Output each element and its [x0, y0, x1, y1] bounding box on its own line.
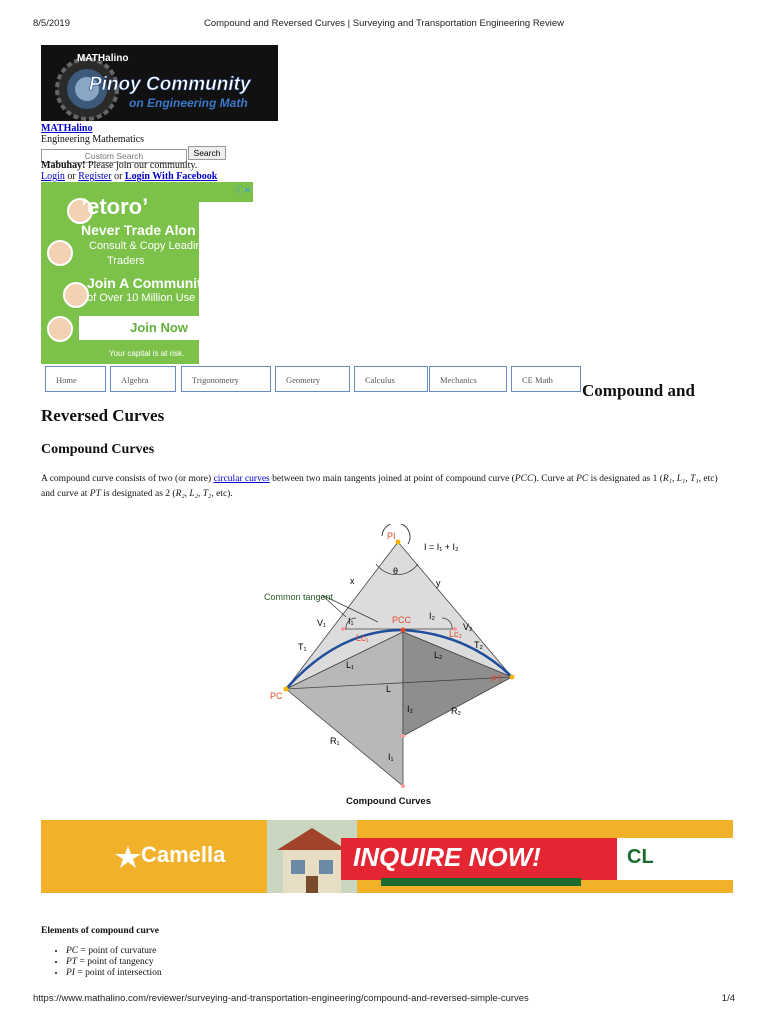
search-button[interactable]: Search — [188, 146, 226, 160]
label-x: x — [350, 576, 355, 586]
nav-home[interactable]: Home — [45, 366, 106, 392]
site-name-link[interactable]: MATHalino — [41, 123, 93, 134]
label-i2-center: I₂ — [407, 704, 413, 714]
print-page-number: 1/4 — [721, 993, 735, 1004]
pcc-point — [401, 628, 406, 633]
label-r1: R₁ — [330, 736, 340, 746]
intro-symbol: R₁, L₁, T₁ — [662, 474, 699, 484]
elements-title: Elements of compound curve — [41, 926, 159, 936]
element-symbol: PI — [66, 968, 75, 978]
avatar-icon — [63, 282, 89, 308]
banner-advertisement[interactable] — [41, 820, 733, 893]
section-title: Compound Curves — [41, 442, 155, 457]
intro-text: between two main tangents joined at point of compound curve ( — [269, 474, 515, 484]
intro-symbol: PC — [576, 474, 589, 484]
label-pc: PC — [270, 691, 283, 701]
label-i1: I₁ — [348, 616, 354, 626]
print-url: https://www.mathalino.com/reviewer/surveying-and-transportation-engineering/compound-and-reversed-simple-curves — [33, 993, 529, 1004]
auth-links — [41, 171, 217, 182]
ad-brand-logo: ’etoro’ — [81, 194, 149, 219]
avatar-icon — [47, 316, 73, 342]
facebook-login-link[interactable]: Login With Facebook — [124, 171, 218, 182]
banner-brand: Camella — [141, 842, 226, 867]
intro-text: , etc). — [211, 489, 233, 499]
list-item — [66, 946, 162, 957]
label-pt: PT — [491, 674, 503, 684]
elements-list — [54, 946, 162, 979]
welcome-text: Please join our community. — [85, 160, 198, 171]
intro-symbol: PCC — [514, 474, 534, 484]
element-symbol: PC — [66, 946, 79, 956]
intro-paragraph — [41, 472, 731, 502]
center-2-point — [401, 734, 405, 738]
element-description: = point of curvature — [78, 946, 157, 956]
label-t1: T₁ — [298, 642, 307, 652]
v1-point — [341, 627, 345, 631]
nav-ce-math[interactable]: CE Math — [511, 366, 581, 392]
label-i1-center: I₁ — [388, 752, 394, 762]
center-1-point — [401, 784, 405, 788]
label-i2: I₂ — [429, 611, 435, 621]
ad-join-button[interactable]: Join Now — [79, 316, 239, 340]
label-l: L — [386, 684, 392, 694]
label-r2: R₂ — [451, 706, 461, 716]
avatar-icon — [47, 240, 73, 266]
print-date: 8/5/2019 — [33, 18, 70, 29]
banner-contact-strip — [381, 878, 581, 886]
login-link[interactable]: Login — [41, 171, 65, 182]
element-description: = point of intersection — [74, 968, 162, 978]
nav-algebra[interactable]: Algebra — [110, 366, 176, 392]
ad-text-2: Consult & Copy Leadin — [89, 240, 202, 252]
element-symbol: PT — [66, 957, 78, 967]
ad-headline-2: Join A Communit — [87, 275, 202, 291]
ad-risk-disclaimer: Your capital is at risk. — [109, 349, 185, 358]
label-lc1: Lc₁ — [356, 633, 369, 643]
camella-leaf-icon — [115, 846, 141, 868]
label-pi: PI — [387, 531, 396, 541]
nav-geometry[interactable]: Geometry — [275, 366, 350, 392]
page-title-part-2: Reversed Curves — [41, 406, 165, 425]
list-item — [66, 968, 162, 979]
pi-point — [396, 540, 401, 545]
label-l2: L₂ — [434, 650, 443, 660]
label-y: y — [436, 578, 441, 588]
label-pcc: PCC — [392, 615, 412, 625]
label-theta: θ — [393, 566, 399, 576]
welcome-message — [41, 160, 197, 171]
register-link[interactable]: Register — [78, 171, 112, 182]
nav-trigonometry[interactable]: Trigonometry — [181, 366, 271, 392]
auth-or-2: or — [111, 171, 125, 182]
ad-headline-1: Never Trade Alon — [81, 222, 196, 238]
intro-symbol: PT — [89, 489, 101, 499]
intro-text: is designated as 1 ( — [588, 474, 663, 484]
label-formula: I = I₁ + I₂ — [424, 542, 459, 552]
pt-point — [510, 675, 515, 680]
label-v1: V₁ — [317, 618, 327, 628]
intro-text: is designated as 2 ( — [100, 489, 176, 499]
circular-curves-link[interactable]: circular curves — [213, 474, 270, 484]
label-v2: V₂ — [463, 622, 473, 632]
logo-small-text: MATHalino — [77, 53, 129, 64]
auth-or-1: or — [64, 171, 79, 182]
intro-text: , etc) and curve at — [41, 474, 718, 499]
diagram-caption: Compound Curves — [346, 796, 431, 807]
banner-cut-text: CL — [627, 846, 654, 868]
label-lc2: Lc₂ — [449, 629, 462, 639]
diagram-svg — [258, 524, 518, 794]
print-page-title: Compound and Reversed Curves | Surveying and Transportation Engineering Review — [204, 18, 564, 29]
element-description: = point of tangency — [77, 957, 154, 967]
pc-point — [284, 687, 289, 692]
banner-cta[interactable]: INQUIRE NOW! — [353, 842, 541, 872]
ad-text-5: of Over 10 Million Use — [87, 292, 196, 304]
logo-graphic — [41, 45, 278, 121]
list-item — [66, 957, 162, 968]
logo-line1: Pinoy Community — [89, 74, 251, 95]
label-l1: L₁ — [346, 660, 355, 670]
label-common-tangent: Common tangent — [264, 592, 334, 602]
welcome-bold: Mabuhay! — [41, 160, 86, 171]
ad-choices-icon[interactable]: ⓘ✕ — [234, 185, 251, 195]
nav-calculus[interactable]: Calculus — [354, 366, 428, 392]
sidebar-advertisement[interactable] — [41, 182, 253, 364]
page-title-part-1: Compound and — [582, 381, 695, 400]
nav-mechanics[interactable]: Mechanics — [429, 366, 507, 392]
label-t2: T₂ — [474, 640, 483, 650]
logo-line2: on Engineering Math — [129, 96, 248, 110]
intro-text: ). Curve at — [533, 474, 577, 484]
ad-text-3: Traders — [107, 255, 145, 267]
intro-symbol: R₂, L₂, T₂ — [175, 489, 212, 499]
site-tagline: Engineering Mathematics — [41, 134, 145, 145]
site-logo[interactable] — [41, 45, 278, 121]
intro-text: A compound curve consists of two (or more) — [41, 474, 214, 484]
compound-curve-diagram — [258, 524, 518, 799]
